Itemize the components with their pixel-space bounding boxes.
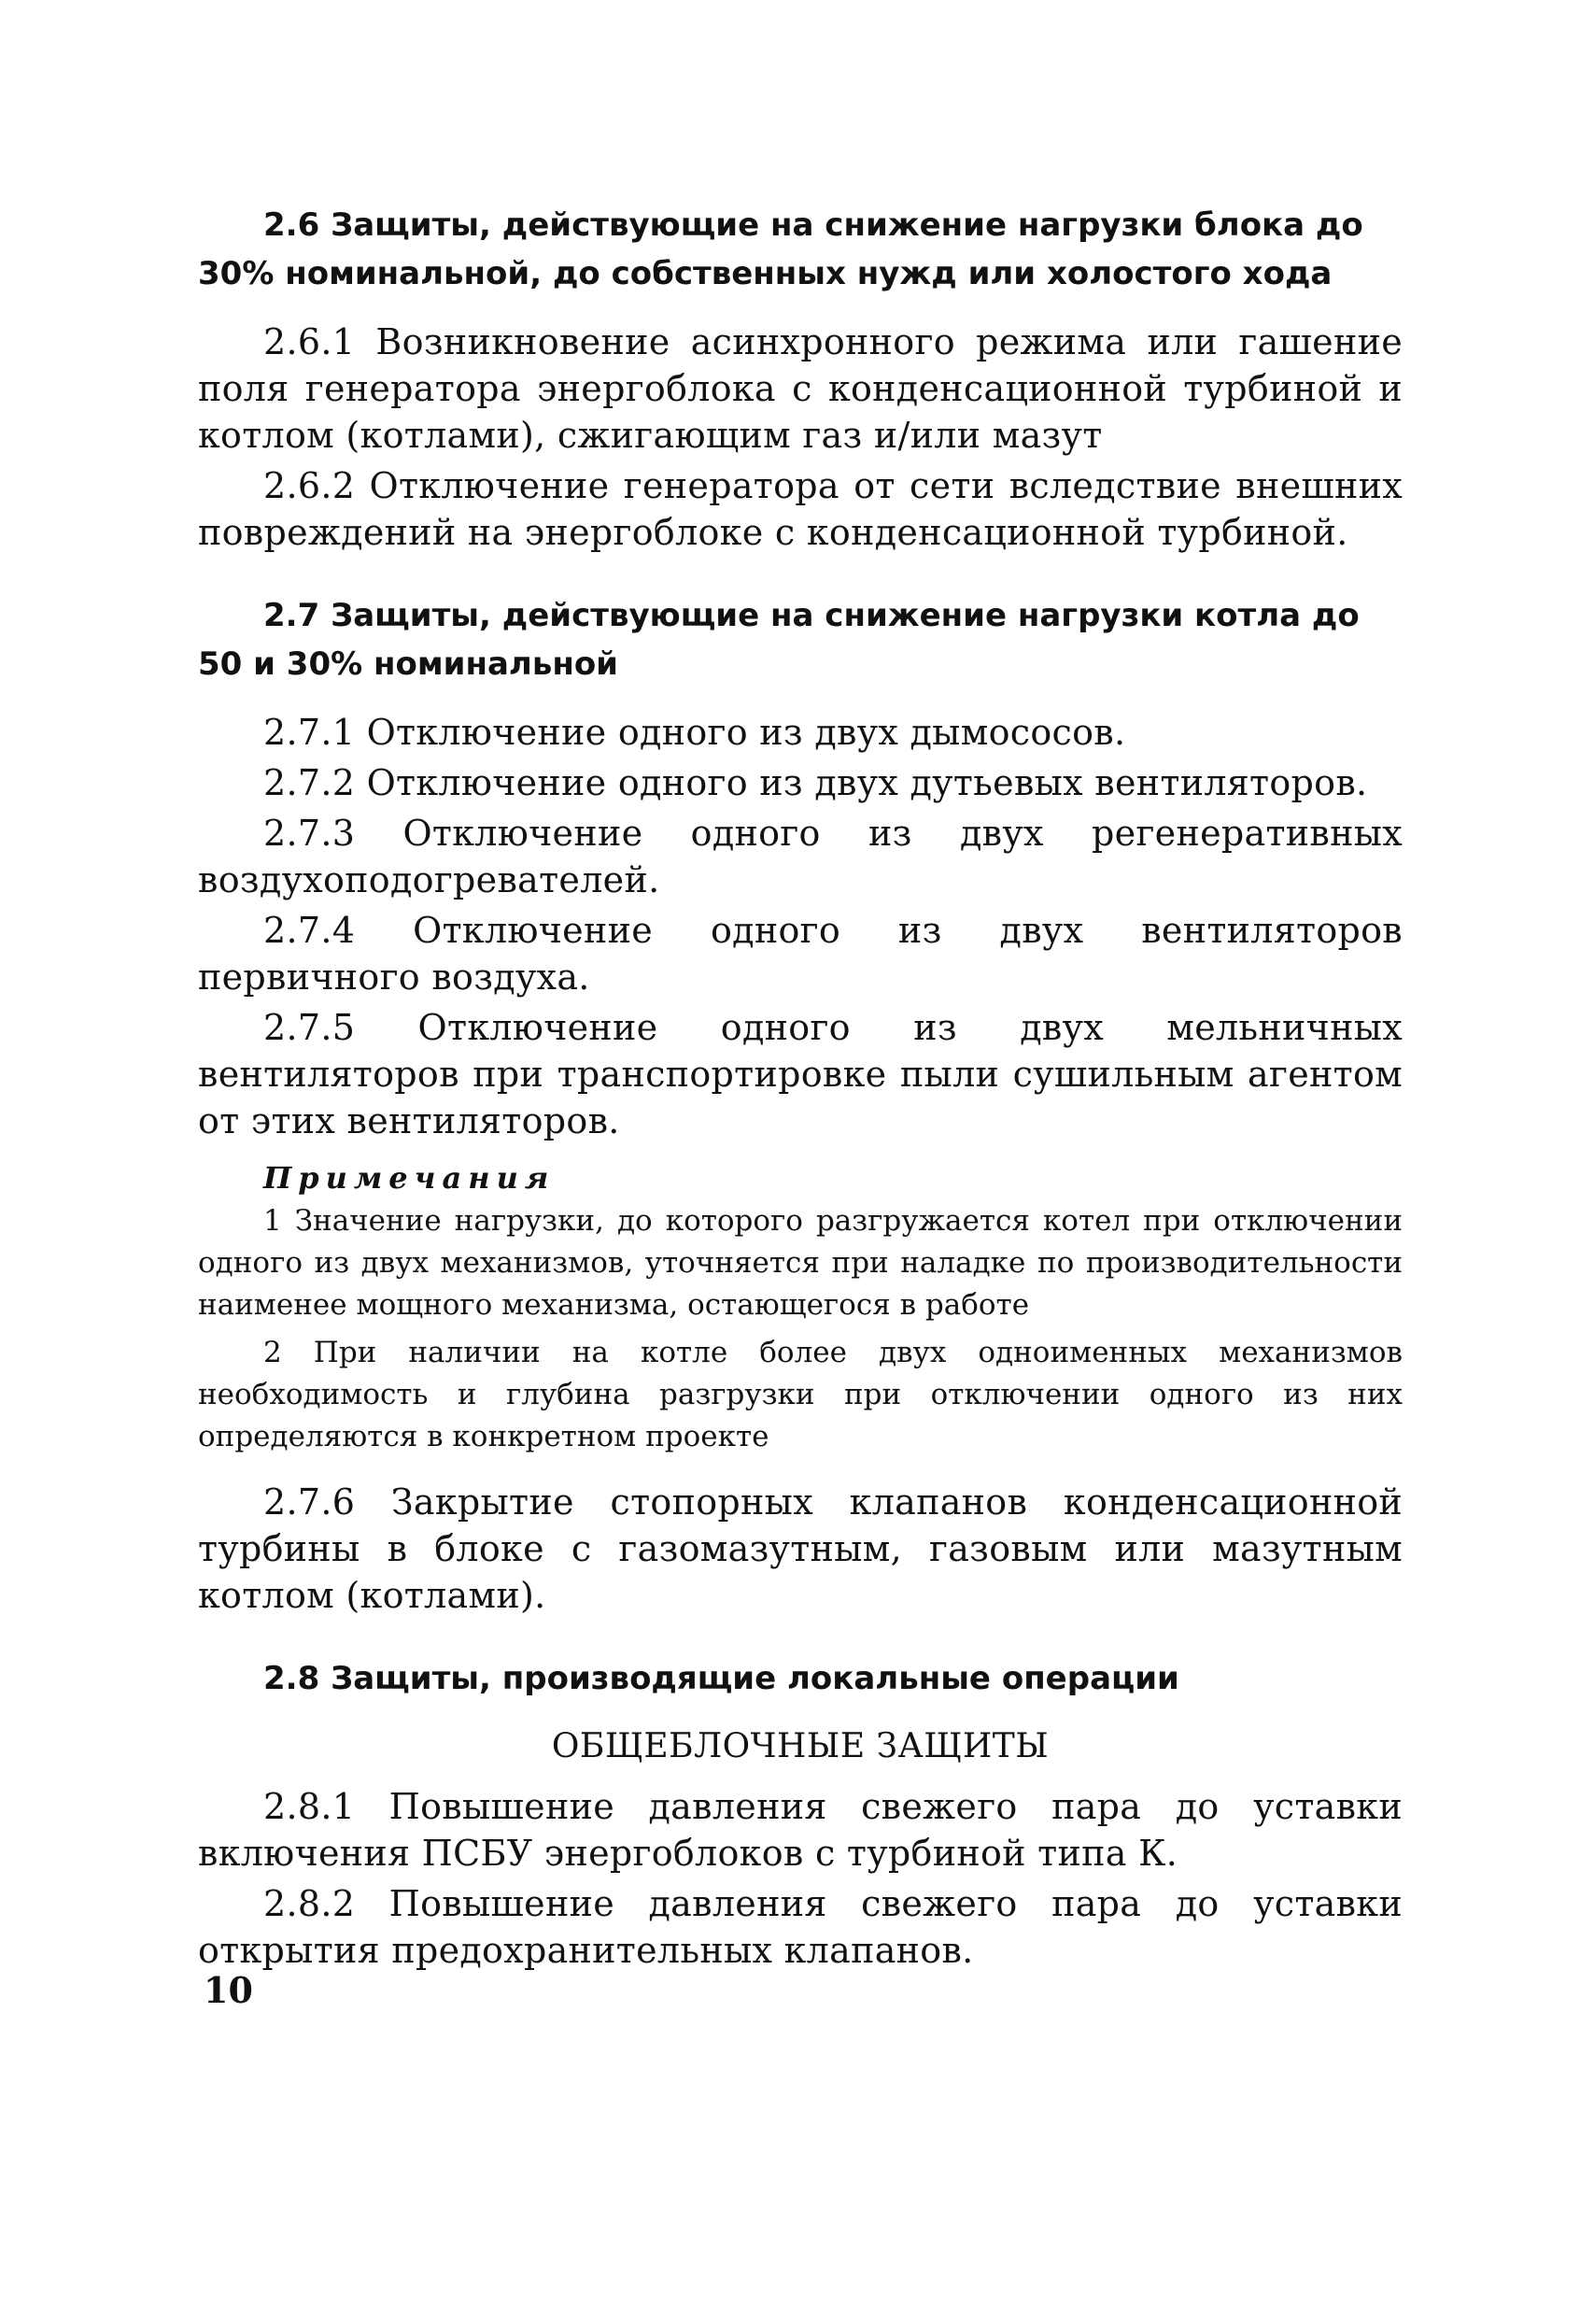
notes-block (198, 1157, 1403, 1458)
item-2-7-5: 2.7.5 Отключение одного из двух мельничных вентиляторов при транспортировке пыли сушильным агентом от этих вентиляторов. (198, 1007, 1403, 1141)
item-2-7-1: 2.7.1 Отключение одного из двух дымососов. (263, 712, 1126, 753)
section-2-8-heading: 2.8 Защиты, производящие локальные операции (263, 1660, 1179, 1697)
notes-title: Примечания (263, 1160, 556, 1196)
general-block-protections-title: ОБЩЕБЛОЧНЫЕ ЗАЩИТЫ (551, 1727, 1050, 1765)
item-2-7-3: 2.7.3 Отключение одного из двух регенеративных воздухоподогревателей. (198, 813, 1403, 900)
section-2-6-heading: 2.6 Защиты, действующие на снижение нагрузки блока до 30% номинальной, до собственных нужд или холостого хода (198, 206, 1363, 292)
section-2-7-heading: 2.7 Защиты, действующие на снижение нагрузки котла до 50 и 30% номинальной (198, 597, 1360, 683)
note-1: 1 Значение нагрузки, до которого разгружается котел при отключении одного из двух механизмов, уточняется при наладке по производительности наименее мощного механизма, остающегося в работе (198, 1204, 1403, 1322)
item-2-7-2: 2.7.2 Отключение одного из двух дутьевых вентиляторов. (263, 762, 1368, 803)
item-2-7-6: 2.7.6 Закрытие стопорных клапанов конденсационной турбины в блоке с газомазутным, газовым или мазутным котлом (котлами). (198, 1481, 1403, 1616)
page-number: 10 (204, 1969, 253, 2011)
item-2-6-2: 2.6.2 Отключение генератора от сети вследствие внешних повреждений на энергоблоке с конденсационной турбиной. (198, 465, 1403, 553)
item-2-8-2: 2.8.2 Повышение давления свежего пара до уставки открытия предохранительных клапанов. (198, 1883, 1403, 1971)
document-page (198, 201, 1403, 1977)
item-2-6-1: 2.6.1 Возникновение асинхронного режима или гашение поля генератора энергоблока с конденсационной турбиной и котлом (котлами), сжигающим газ и/или мазут (198, 321, 1403, 456)
item-2-8-1: 2.8.1 Повышение давления свежего пара до уставки включения ПСБУ энергоблоков с турбиной типа К. (198, 1786, 1403, 1874)
item-2-7-4: 2.7.4 Отключение одного из двух вентиляторов первичного воздуха. (198, 910, 1403, 998)
note-2: 2 При наличии на котле более двух одноименных механизмов необходимость и глубина разгрузки при отключении одного из них определяются в конкретном проекте (198, 1336, 1403, 1453)
